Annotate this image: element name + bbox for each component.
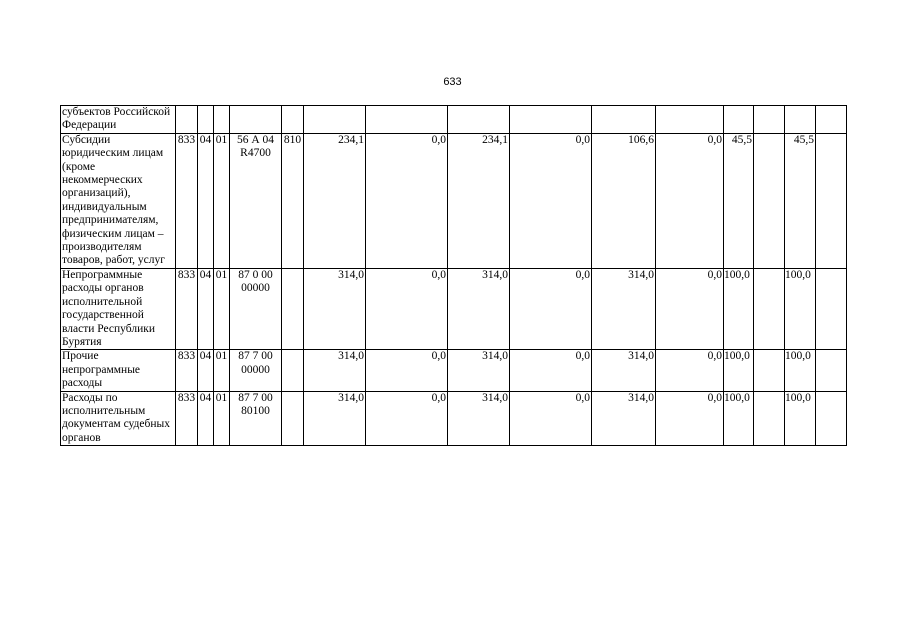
value-cell: 234,1 bbox=[304, 133, 366, 268]
empty-cell bbox=[816, 268, 847, 349]
row-name: субъектов Российской Федерации bbox=[61, 106, 176, 134]
ved-cell: 833 bbox=[176, 350, 198, 391]
empty-cell bbox=[754, 268, 785, 349]
value-cell: 314,0 bbox=[592, 268, 656, 349]
value-cell: 0,0 bbox=[366, 350, 448, 391]
value-cell: 0,0 bbox=[366, 268, 448, 349]
value-cell: 234,1 bbox=[448, 133, 510, 268]
value-cell: 45,5 bbox=[785, 133, 816, 268]
row-name: Расходы по исполнительным документам судебных органов bbox=[61, 391, 176, 446]
value-cell: 100,0 bbox=[724, 350, 754, 391]
value-cell bbox=[510, 106, 592, 134]
empty-cell bbox=[754, 350, 785, 391]
value-cell: 0,0 bbox=[510, 133, 592, 268]
table-row bbox=[61, 350, 847, 391]
csr-cell: 56 А 04 R4700 bbox=[230, 133, 282, 268]
value-cell: 0,0 bbox=[656, 268, 724, 349]
value-cell: 100,0 bbox=[785, 391, 816, 446]
pr-cell: 01 bbox=[214, 391, 230, 446]
table-row bbox=[61, 106, 847, 134]
value-cell: 314,0 bbox=[304, 391, 366, 446]
csr-cell: 87 7 00 00000 bbox=[230, 350, 282, 391]
row-name: Субсидии юридическим лицам (кроме некоммерческих организаций), индивидуальным предпринимателям, физическим лицам – производителям товаров, работ, услуг bbox=[61, 133, 176, 268]
value-cell: 0,0 bbox=[656, 391, 724, 446]
vr-cell bbox=[282, 391, 304, 446]
rz-cell: 04 bbox=[198, 391, 214, 446]
pr-cell: 01 bbox=[214, 268, 230, 349]
value-cell bbox=[592, 106, 656, 134]
value-cell: 0,0 bbox=[366, 133, 448, 268]
vr-cell bbox=[282, 350, 304, 391]
empty-cell bbox=[816, 133, 847, 268]
rz-cell: 04 bbox=[198, 350, 214, 391]
value-cell bbox=[724, 106, 754, 134]
value-cell: 0,0 bbox=[366, 391, 448, 446]
pr-cell: 01 bbox=[214, 133, 230, 268]
value-cell: 314,0 bbox=[448, 350, 510, 391]
value-cell bbox=[366, 106, 448, 134]
row-name: Непрограммные расходы органов исполнительной государственной власти Республики Бурятия bbox=[61, 268, 176, 349]
empty-cell bbox=[816, 350, 847, 391]
row-name: Прочие непрограммные расходы bbox=[61, 350, 176, 391]
vr-cell: 810 bbox=[282, 133, 304, 268]
value-cell: 100,0 bbox=[785, 350, 816, 391]
pr-cell bbox=[214, 106, 230, 134]
ved-cell bbox=[176, 106, 198, 134]
rz-cell: 04 bbox=[198, 133, 214, 268]
empty-cell bbox=[754, 133, 785, 268]
empty-cell bbox=[754, 391, 785, 446]
budget-table bbox=[60, 105, 847, 446]
value-cell: 314,0 bbox=[592, 350, 656, 391]
table-row bbox=[61, 133, 847, 268]
ved-cell: 833 bbox=[176, 391, 198, 446]
table-row bbox=[61, 391, 847, 446]
value-cell: 314,0 bbox=[448, 391, 510, 446]
value-cell: 314,0 bbox=[592, 391, 656, 446]
empty-cell bbox=[754, 106, 785, 134]
value-cell: 45,5 bbox=[724, 133, 754, 268]
pr-cell: 01 bbox=[214, 350, 230, 391]
value-cell: 314,0 bbox=[448, 268, 510, 349]
value-cell: 0,0 bbox=[656, 350, 724, 391]
value-cell: 0,0 bbox=[510, 391, 592, 446]
value-cell: 100,0 bbox=[724, 391, 754, 446]
vr-cell bbox=[282, 268, 304, 349]
value-cell: 314,0 bbox=[304, 350, 366, 391]
value-cell: 0,0 bbox=[656, 133, 724, 268]
value-cell: 100,0 bbox=[785, 268, 816, 349]
empty-cell bbox=[816, 391, 847, 446]
empty-cell bbox=[816, 106, 847, 134]
value-cell: 314,0 bbox=[304, 268, 366, 349]
table-row bbox=[61, 268, 847, 349]
value-cell: 0,0 bbox=[510, 350, 592, 391]
csr-cell: 87 0 00 00000 bbox=[230, 268, 282, 349]
value-cell: 0,0 bbox=[510, 268, 592, 349]
page-number: 633 bbox=[443, 76, 462, 88]
csr-cell bbox=[230, 106, 282, 134]
value-cell bbox=[448, 106, 510, 134]
value-cell: 100,0 bbox=[724, 268, 754, 349]
rz-cell bbox=[198, 106, 214, 134]
csr-cell: 87 7 00 80100 bbox=[230, 391, 282, 446]
value-cell bbox=[656, 106, 724, 134]
value-cell: 106,6 bbox=[592, 133, 656, 268]
ved-cell: 833 bbox=[176, 268, 198, 349]
ved-cell: 833 bbox=[176, 133, 198, 268]
rz-cell: 04 bbox=[198, 268, 214, 349]
value-cell bbox=[785, 106, 816, 134]
value-cell bbox=[304, 106, 366, 134]
vr-cell bbox=[282, 106, 304, 134]
